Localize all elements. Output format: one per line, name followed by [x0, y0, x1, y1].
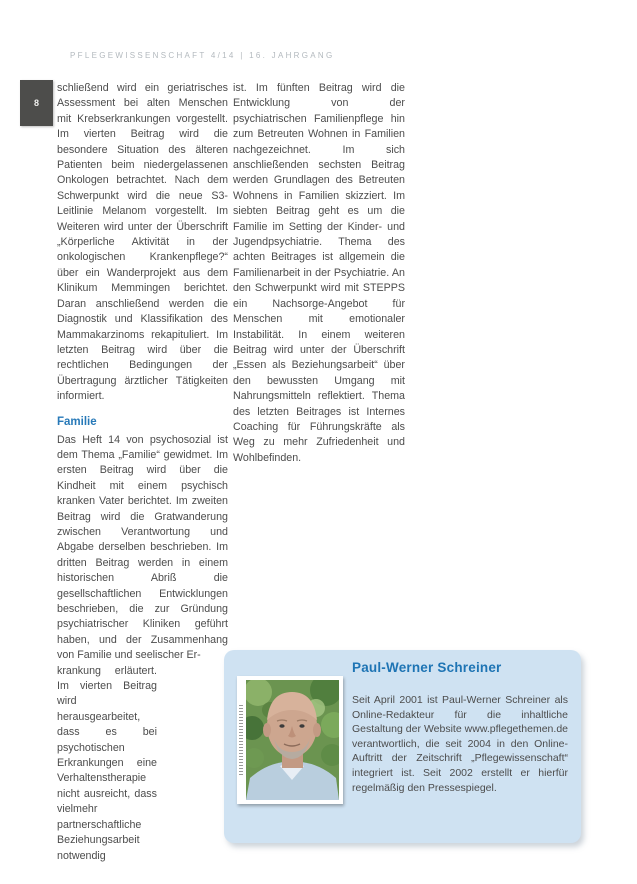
author-name-heading: Paul-Werner Schreiner [352, 660, 502, 675]
author-photo-frame [237, 676, 343, 804]
page-number: 8 [33, 98, 39, 108]
running-header: PFLEGEWISSENSCHAFT 4/14 | 16. JAHRGANG [70, 51, 335, 60]
left-column [57, 81, 228, 864]
author-portrait-photo [246, 680, 339, 800]
page-number-tab [20, 80, 53, 126]
author-info-box [224, 650, 581, 843]
author-bio-text: Seit April 2001 ist Paul-Werner Schreiner als Online-Redakteur für die inhaltliche Gestaltung der Website www.pflegethemen.de verantwortlich, die seit 2004 in den Online-Auftritt der Zeitschrift „Pflegewissenschaft“ integriert ist. Seit 2002 erstellt er hierfür regelmäßig den Pressespiegel. [352, 694, 568, 794]
photo-credit-vertical-text [239, 705, 243, 775]
paragraph-familie-wide: Das Heft 14 von psychosozial ist dem Thema „Familie“ gewidmet. Im ersten Beitrag wird über die Kindheit mit einem psychisch kranken Vater berichtet. Im zweiten Beitrag wird die Gratwanderung zwischen Verantwortung und Abgabe derselben beschrieben. Im dritten Beitrag werden in einem historischen Abriß die gesellschaftlichen Entwicklungen beschrieben, die zur Gründung psychiatrischer Kliniken geführt haben, und der Zusammenhang von Familie und seelischer Er- [57, 433, 228, 662]
author-box-text [352, 650, 568, 795]
paragraph-familie-continued: ist. Im fünften Beitrag wird die Entwicklung von der psychiatrischen Familienpflege hin zum Betreuten Wohnen in Familien nachgezeichnet. Im sich anschließenden sechsten Beitrag werden Grundlagen des Betreuten Wohnens in Familien skizziert. Im siebten Beitrag geht es um die Familie im Setting der Kinder- und Jugendpsychiatrie. Thema des achten Beitrages ist allgemein die Familienarbeit in der Psychiatrie. An den Schwerpunkt wird mit STEPPS ein Nachsorge-Angebot für Menschen mit emotionaler Instabilität. In einem weiteren Beitrag wird unter der Überschrift „Essen als Beziehungsarbeit“ über den bewussten Umgang mit Nahrungsmitteln reflektiert. Thema des letzten Beitrages ist Internes Coaching für Führungskräfte als Weg zu mehr Zufriedenheit und Wohlbefinden. [233, 82, 405, 464]
paragraph-familie-narrow: krankung erläutert. Im vierten Beitrag wird herausgearbeitet, dass es bei psychotischen Erkrankungen eine Verhaltenstherapie nicht ausreicht, dass vielmehr partnerschaftliche Beziehungsarbeit notwendig [57, 664, 157, 862]
paragraph-oncology: schließend wird ein geriatrisches Assessment bei alten Menschen mit Krebserkrankungen vorgestellt. Im vierten Beitrag wird die besondere Situation des älteren Patienten beim niedergelassenen Onkologen betrachtet. Nach dem Schwerpunkt wird die neue S3-Leitlinie Melanom vorgestellt. Im Weiteren wird unter der Überschrift „Körperliche Aktivität in der onkologischen Krankenpflege?“ über ein Wanderprojekt aus dem Klinikum Memmingen berichtet. Daran anschließend werden die Diagnostik und Klassifikation des Mammakarzinoms rekapituliert. Im letzten Beitrag wird über die rechtlichen Bedingungen der Übertragung ärztlicher Tätigkeiten informiert. [57, 82, 228, 403]
section-heading-familie: Familie [57, 415, 97, 428]
right-column [233, 81, 405, 466]
